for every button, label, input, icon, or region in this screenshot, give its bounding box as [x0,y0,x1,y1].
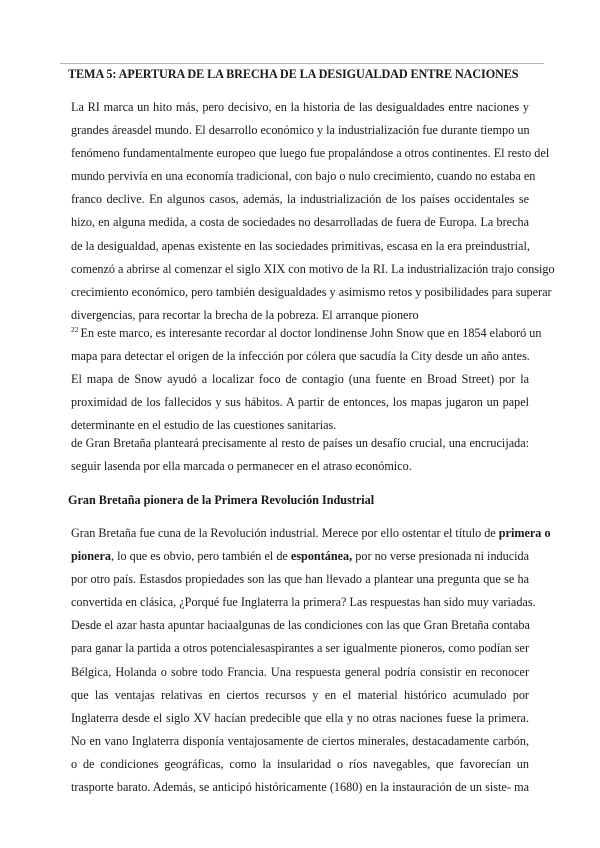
section-subheading: Gran Bretaña pionera de la Primera Revolución Industrial [68,493,375,507]
text-line: comenzó a abrirse al comenzar el siglo XIX con motivo de la RI. La industrialización trajo consigo [71,261,555,276]
bold-term: primera o [498,526,551,540]
footnote [71,318,542,437]
text-line: En este marco, es interesante recordar al doctor londinense John Snow que en 1854 elaboró un [80,326,542,340]
text-span: por no verse presionada ni inducida [355,549,530,564]
paragraph-britain [71,522,551,799]
footnote-number: 22 [71,325,79,334]
text-line: de la desigualdad, apenas existente en las sociedades primitivas, escasa en la era preindustrial, [71,238,530,253]
text-line: Inglaterra desde el siglo XV hacían predecible que ella y no otras naciones fuese la primera. [71,710,529,725]
text-line: hizo, en alguna medida, a costa de sociedades no desarrolladas de fuera de Europa. La brecha [71,215,529,230]
paragraph-intro [71,96,555,327]
text-line: Desde el azar hasta apuntar haciaalgunas de las condiciones con las que Gran Bretaña contaba [71,618,530,633]
text-line: por otro país. Estasdos propiedades son las que han llevado a plantear una pregunta que se ha [71,572,529,587]
text-line: grandes áreasdel mundo. El desarrollo económico y la industrialización fue durante tiempo un [71,123,530,138]
text-line: determinante en el estudio de las cuestiones sanitarias. [71,418,337,433]
text-line: No en vano Inglaterra disponía ventajosamente de ciertos minerales, destacadamente carbón, [71,733,529,748]
text-line [71,545,529,568]
text-line: trasporte barato. Además, se anticipó históricamente (1680) en la instauración de un siste- ma [71,780,529,795]
chapter-heading: TEMA 5: APERTURA DE LA BRECHA DE LA DESIGUALDAD ENTRE NACIONES [68,67,519,81]
top-divider [60,63,544,64]
text-line [71,522,551,545]
text-line: fenómeno fundamentalmente europeo que luego fue propalándose a otros continentes. El resto del [71,146,550,161]
text-line: divergencias, para recortar la brecha de la pobreza. El arranque pionero [71,307,419,322]
text-line: para ganar la partida a otros potencialesaspirantes a ser igualmente pioneros, como podían ser [71,641,529,656]
bold-term: pionera [71,549,111,564]
bold-term: espontánea, [290,549,353,564]
paragraph-continuation [71,432,529,478]
text-line: seguir lasenda por ella marcada o permanecer en el atraso económico. [71,459,412,474]
text-line: convertida en clásica, ¿Porqué fue Inglaterra la primera? Las respuestas han sido muy variadas. [71,595,536,610]
text-span: , lo que es obvio, pero también el de [110,549,288,564]
text-line: o de condiciones geográficas, como la insularidad o ríos navegables, que favorecían un [71,756,529,771]
text-line: mapa para detectar el origen de la infección por cólera que sacudía la City desde un año antes. [71,349,530,364]
text-line: proximidad de los fallecidos y sus hábitos. A partir de entonces, los mapas jugaron un papel [71,395,529,410]
text-line: mundo pervivía en una economía tradicional, con bajo o nulo crecimiento, cuando no estaba en [71,169,536,184]
text-line: La RI marca un hito más, pero decisivo, en la historia de las desigualdades entre naciones y [71,100,529,114]
text-line: Bélgica, Holanda o sobre todo Francia. Una respuesta general podría consistir en reconocer [71,664,529,679]
text-line: que las ventajas relativas en ciertos recursos y en el material histórico acumulado por [71,687,529,702]
text-span: Gran Bretaña fue cuna de la Revolución industrial. Merece por ello ostentar el título de [71,526,496,540]
text-line: crecimiento económico, pero también desigualdades y asimismo retos y posibilidades para superar [71,284,552,299]
text-line: franco declive. En algunos casos, además, la industrialización de los países occidentales se [71,192,529,207]
text-line: de Gran Bretaña planteará precisamente al resto de países un desafío crucial, una encrucijada: [71,436,529,450]
text-line: El mapa de Snow ayudó a localizar foco de contagio (una fuente en Broad Street) por la [71,372,529,387]
